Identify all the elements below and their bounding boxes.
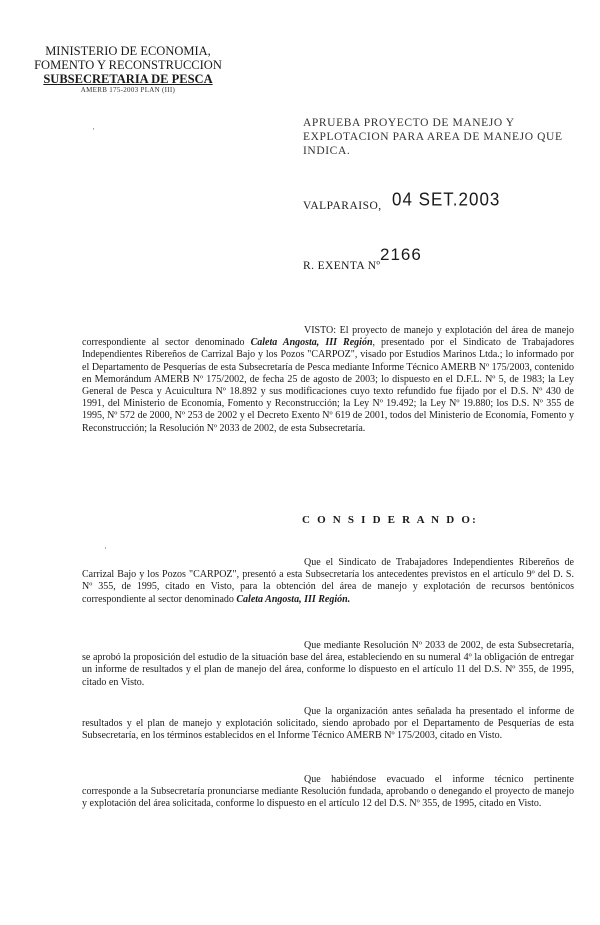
margin-mark: ·: [92, 124, 95, 134]
ministry-header: [28, 44, 228, 95]
p2-text: Subsecretaría, se aprobó la proposición del estudio de la situación base del área, estableciendo en su numeral 4º la obligación de entregar un informe de resultados y el plan de manejo del área, conforme lo dispuesto en el artículo 11 del D.S. Nº 355, de 1995, citado en Visto.: [82, 640, 574, 688]
place-label: VALPARAISO,: [303, 200, 382, 212]
visto-sector: Caleta Angosta, III Región: [250, 337, 373, 349]
document-subject: APRUEBA PROYECTO DE MANEJO Y EXPLOTACION PARA AREA DE MANEJO QUE INDICA.: [303, 117, 563, 157]
header-line-reference: AMERB 175-2003 PLAN (III): [80, 86, 176, 94]
p1-lead: Que el Sindicato de Trabajadores Independientes: [304, 557, 514, 568]
considerando-paragraph-2: [82, 640, 574, 689]
p4-lead: Que habiéndose evacuado el informe técnico: [304, 774, 524, 785]
resolution-number: 2166: [380, 245, 422, 264]
p2-lead: Que mediante Resolución Nº 2033 de 2002, de esta: [304, 640, 515, 651]
p3-text: informe de resultados y el plan de manejo y explotación solicitado, siendo aprobado por el Departamento de Pesquerías de esta Subsecretaría, en los términos establecidos en el Informe Técnico AMERB Nº 175/2003, citado en Visto.: [82, 706, 575, 742]
p1-sector: Caleta Angosta, III Región.: [236, 593, 351, 605]
p4-text: pertinente corresponde a la Subsecretaría pronunciarse mediante Resolución fundada, aprobando o denegando el proyecto de manejo y explotación del área solicitada, conforme lo dispuesto en el artículo 12 del D.S. Nº 355, de 1995, citado en Visto.: [82, 774, 574, 810]
considerando-paragraph-4: [82, 774, 574, 811]
stamped-date: 04 SET.2003: [392, 189, 501, 210]
resolution-label: R. EXENTA Nº: [303, 260, 381, 272]
visto-text-2: , presentado por el Sindicato de Trabajadores Independientes Ribereños de Carrizal Bajo y los Pozos "CARPOZ", visado por Estudios Marinos Ltda.; lo informado por el Departamento de Pesquerías de esta Subsecretaría de Pesca mediante Informe Técnico AMERB Nº 175/2003, contenido en Memorándum AMERB Nº 175/2002, de fecha 25 de agosto de 2003; lo dispuesto en el D.F.L. Nº 5, de 1983; la Ley General de Pesca y Acuicultura Nº 18.892 y sus modificaciones cuyo texto refundido fue fijado por el D.S. Nº 430 de 1991, del Ministerio de Economía, Fomento y Reconstrucción; la Ley Nº 19.492; la Ley Nº 19.880; los D.S. Nº 355 de 1995, Nº 572 de 2000, Nº 253 de 2002 y el Decreto Exento Nº 619 de 2001, todos del Ministerio de Economía, Fomento y Reconstrucción; la Resolución Nº 2033 de 2002, de esta Subsecretaría.: [82, 337, 575, 434]
header-line-fomento: FOMENTO Y RECONSTRUCCION: [34, 58, 222, 72]
visto-text-1: El proyecto de manejo y explotación del área de manejo correspondiente al sector denominado: [82, 325, 575, 349]
p1-text: Ribereños de Carrizal Bajo y los Pozos "CARPOZ", presentó a esta Subsecretaría los antecedentes previstos en el artículo 9º del D. S. Nº 355, de 1995, citado en Visto, para la obtención del área de manejo y explotación de recursos bentónicos correspondiente al sector denominado: [82, 557, 574, 605]
header-line-subsecretaria: SUBSECRETARIA DE PESCA: [43, 72, 213, 86]
considerando-paragraph-1: [82, 557, 574, 606]
considerando-heading: C O N S I D E R A N D O:: [302, 514, 478, 526]
margin-mark: ·: [104, 543, 107, 553]
considerando-paragraph-3: [82, 706, 574, 743]
visto-paragraph: [82, 325, 574, 435]
p3-lead: Que la organización antes señalada ha presentado el: [304, 706, 525, 717]
header-line-ministry: MINISTERIO DE ECONOMIA,: [45, 44, 211, 58]
visto-lead: VISTO:: [304, 325, 337, 336]
